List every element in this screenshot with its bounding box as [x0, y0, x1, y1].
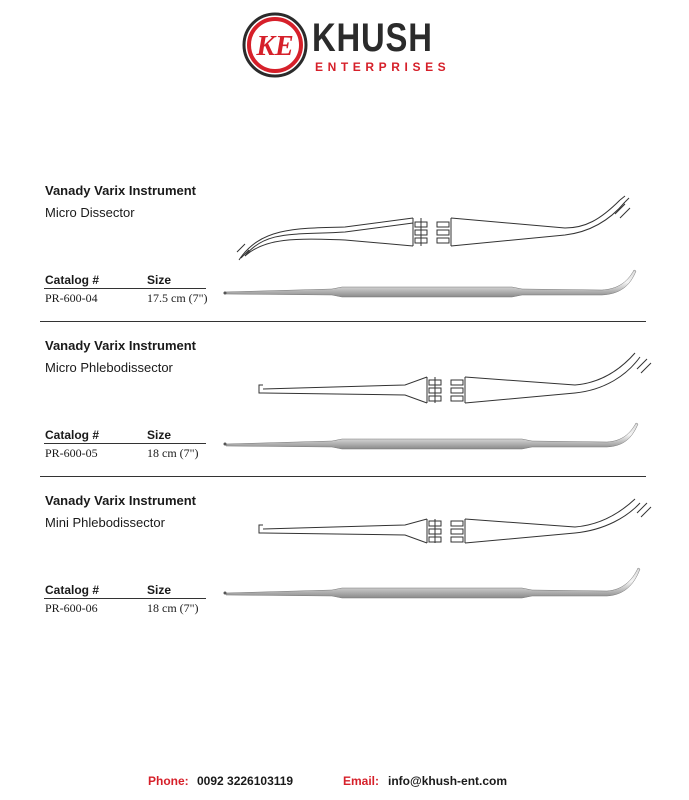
- company-name: KHUSH: [312, 16, 433, 60]
- phone-label: Phone:: [148, 774, 189, 788]
- email-link[interactable]: info@khush-ent.com: [388, 774, 508, 788]
- phone-value: 0092 3226103119: [197, 774, 294, 788]
- header-rule: [44, 443, 206, 444]
- product-subtitle: Micro Dissector: [45, 205, 135, 220]
- section-divider: [40, 321, 646, 322]
- instrument-line-drawing: [225, 190, 645, 270]
- product-subtitle: Mini Phlebodissector: [45, 515, 165, 530]
- size-header: Size: [147, 583, 172, 597]
- product-title: Vanady Varix Instrument: [45, 493, 197, 508]
- company-subtitle: ENTERPRISES: [315, 60, 451, 74]
- size-value: 18 cm (7"): [147, 601, 199, 615]
- catalog-header: Catalog #: [45, 273, 100, 287]
- email-label: Email:: [343, 774, 380, 788]
- instrument-line-drawing: [255, 495, 655, 560]
- instrument-photo: [222, 566, 642, 606]
- size-header: Size: [147, 428, 172, 442]
- header-rule: [44, 598, 206, 599]
- header-rule: [44, 288, 206, 289]
- catalog-number: PR-600-06: [45, 601, 98, 615]
- section-divider: [40, 476, 646, 477]
- instrument-line-drawing: [255, 345, 655, 410]
- logo-monogram: KE: [256, 31, 294, 62]
- contact-footer: [0, 774, 689, 792]
- size-header: Size: [147, 273, 172, 287]
- product-title: Vanady Varix Instrument: [45, 338, 197, 353]
- instrument-photo: [222, 268, 642, 302]
- catalog-number: PR-600-04: [45, 291, 98, 305]
- product-title: Vanady Varix Instrument: [45, 183, 197, 198]
- instrument-photo: [222, 422, 642, 456]
- catalog-header: Catalog #: [45, 583, 100, 597]
- size-value: 18 cm (7"): [147, 446, 199, 460]
- catalog-header: Catalog #: [45, 428, 100, 442]
- size-value: 17.5 cm (7"): [147, 291, 208, 305]
- catalog-number: PR-600-05: [45, 446, 98, 460]
- product-subtitle: Micro Phlebodissector: [45, 360, 173, 375]
